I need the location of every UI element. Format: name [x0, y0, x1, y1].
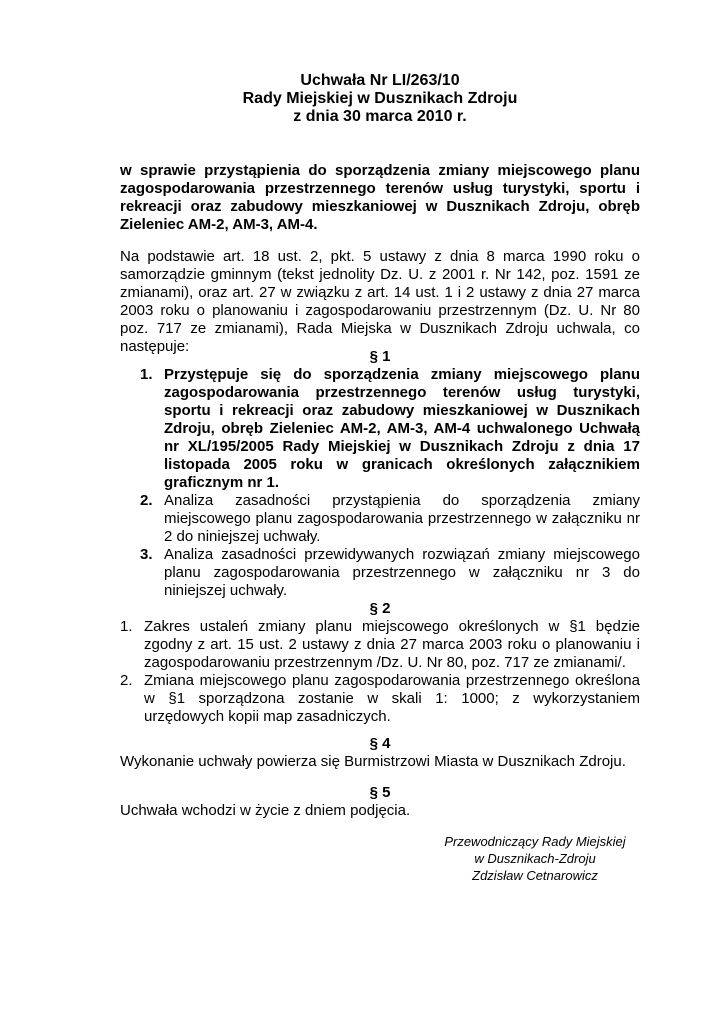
item-number: 1. — [140, 366, 153, 383]
section-5-text: Uchwała wchodzi w życie z dniem podjęcia. — [120, 802, 411, 819]
council-name: Rady Miejskiej w Dusznikach Zdroju — [242, 90, 518, 107]
item-number: 1. — [120, 618, 133, 635]
resolution-title — [0, 72, 724, 126]
item-number: 2. — [140, 492, 153, 509]
list-item — [120, 672, 640, 726]
section-1-list — [120, 366, 640, 600]
list-item — [120, 366, 640, 492]
item-number: 3. — [140, 546, 153, 563]
section-1 — [120, 348, 640, 600]
section-2-list — [120, 618, 640, 726]
list-item — [120, 618, 640, 672]
resolution-number: Uchwała Nr LI/263/10 — [300, 72, 460, 89]
resolution-subject: w sprawie przystąpienia do sporządzenia zmiany miejscowego planu zagospodarowania przestrzennego terenów usług turystyki, sportu i rekreacji oraz zabudowy mieszkaniowej w Dusznikach Zdroju, obręb Zieleniec AM-2, AM-3, AM-4. — [120, 162, 640, 233]
section-4-heading: § 4 — [369, 735, 391, 752]
signature-block — [430, 833, 640, 884]
signature-name: Zdzisław Cetnarowicz — [472, 868, 598, 883]
item-text: Przystępuje się do sporządzenia zmiany miejscowego planu zagospodarowania przestrzennego terenów usług turystyki, sportu i rekreacji oraz zabudowy mieszkaniowej w Dusznikach Zdroju, obręb Zieleniec AM-2, AM-3, AM-4 uchwalonego Uchwałą nr XL/195/2005 Rady Miejskiej w Dusznikach Zdroju z dnia 17 listopada 2005 roku w granicach określonych załącznikiem graficznym nr 1. — [164, 366, 640, 491]
item-text: Zmiana miejscowego planu zagospodarowania przestrzennego określona w §1 sporządzona zostanie w skali 1: 1000; z wykorzystaniem urzędowych kopii map zasadniczych. — [144, 672, 640, 725]
item-text: Zakres ustaleń zmiany planu miejscowego określonych w §1 będzie zgodny z art. 15 ust. 2 ustawy z dnia 27 marca 2003 roku o planowaniu i zagospodarowaniu przestrzennym /Dz. U. Nr 80, poz. 717 ze zmianami/. — [144, 618, 640, 671]
section-4-text: Wykonanie uchwały powierza się Burmistrzowi Miasta w Dusznikach Zdroju. — [120, 753, 626, 770]
section-1-heading: § 1 — [369, 348, 391, 365]
resolution-date: z dnia 30 marca 2010 r. — [293, 108, 467, 125]
preamble: Na podstawie art. 18 ust. 2, pkt. 5 ustawy z dnia 8 marca 1990 roku o samorządzie gminnym (tekst jednolity Dz. U. z 2001 r. Nr 142, poz. 1591 ze zmianami), oraz art. 27 w związku z art. 14 ust. 1 i 2 ustawy z dnia 27 marca 2003 roku o planowaniu i zagospodarowaniu przestrzennym (Dz. U. Nr 80 poz. 717 ze zmianami), Rada Miejska w Dusznikach Zdroju uchwala, co następuje: — [120, 248, 640, 355]
section-5 — [120, 784, 640, 820]
item-text: Analiza zasadności przewidywanych rozwiązań zmiany miejscowego planu zagospodarowania przestrzennego w załączniku nr 3 do niniejszej uchwały. — [164, 546, 640, 599]
section-4 — [120, 735, 640, 771]
item-text: Analiza zasadności przystąpienia do sporządzenia zmiany miejscowego planu zagospodarowania przestrzennego w załączniku nr 2 do niniejszej uchwały. — [164, 492, 640, 545]
list-item — [120, 546, 640, 600]
signature-location: w Dusznikach-Zdroju — [474, 851, 596, 866]
item-number: 2. — [120, 672, 133, 689]
section-2 — [120, 600, 640, 726]
section-2-heading: § 2 — [369, 600, 391, 617]
section-5-heading: § 5 — [369, 784, 391, 801]
signature-title: Przewodniczący Rady Miejskiej — [444, 834, 626, 849]
list-item — [120, 492, 640, 546]
